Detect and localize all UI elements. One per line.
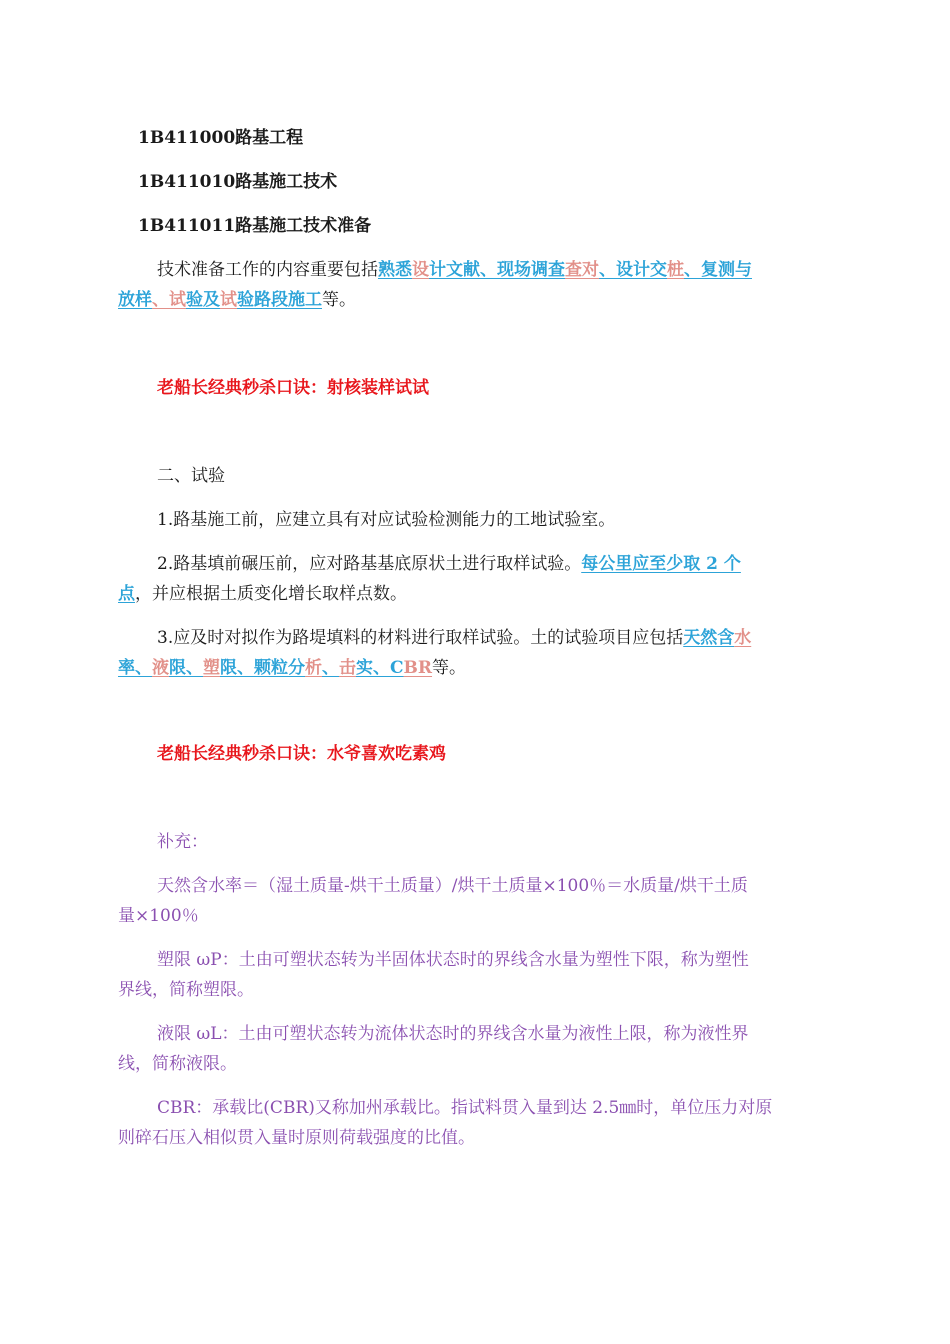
heading-chapter: 1B411000路基工程 xyxy=(138,128,304,148)
prep-paragraph-line1: 技术准备工作的内容重要包括熟悉设计文献、现场调查查对、设计交桩、复测与 xyxy=(157,260,752,280)
test-item-2-line1: 2.路基填前碾压前，应对路基基底原状土进行取样试验。每公里应至少取 2 个 xyxy=(157,554,741,574)
mnemonic-2: 老船长经典秒杀口诀：水爷喜欢吃素鸡 xyxy=(157,744,446,764)
test-section-title: 二、试验 xyxy=(157,466,225,486)
liquid-limit-line1: 液限 ωL：土由可塑状态转为流体状态时的界线含水量为液性上限，称为液性界 xyxy=(157,1024,749,1044)
heading-section: 1B411010路基施工技术 xyxy=(138,172,338,192)
liquid-limit-line2: 线，简称液限。 xyxy=(118,1054,237,1074)
test-item-2-line2: 点，并应根据土质变化增长取样点数。 xyxy=(118,584,407,604)
test-item-3-line2: 率、液限、塑限、颗粒分析、击实、CBR等。 xyxy=(118,658,467,678)
plastic-limit-line1: 塑限 ωP：土由可塑状态转为半固体状态时的界线含水量为塑性下限，称为塑性 xyxy=(157,950,749,970)
water-content-line1: 天然含水率＝（湿土质量-烘干土质量）/烘干土质量×100％＝水质量/烘干土质 xyxy=(157,876,748,896)
supplement-title: 补充： xyxy=(157,832,208,852)
cbr-line2: 则碎石压入相似贯入量时原则荷载强度的比值。 xyxy=(118,1128,475,1148)
heading-subsection: 1B411011路基施工技术准备 xyxy=(138,216,372,236)
mnemonic-1: 老船长经典秒杀口诀：射核装样试试 xyxy=(157,378,429,398)
plastic-limit-line2: 界线，简称塑限。 xyxy=(118,980,254,1000)
water-content-line2: 量×100％ xyxy=(118,906,199,926)
test-item-3-line1: 3.应及时对拟作为路堤填料的材料进行取样试验。土的试验项目应包括天然含水 xyxy=(157,628,752,648)
cbr-line1: CBR：承载比(CBR)又称加州承载比。指试料贯入量到达 2.5㎜时，单位压力对原 xyxy=(157,1098,773,1118)
test-item-1: 1.路基施工前，应建立具有对应试验检测能力的工地试验室。 xyxy=(157,510,616,530)
prep-paragraph-line2: 放样、试验及试验路段施工等。 xyxy=(118,290,356,310)
